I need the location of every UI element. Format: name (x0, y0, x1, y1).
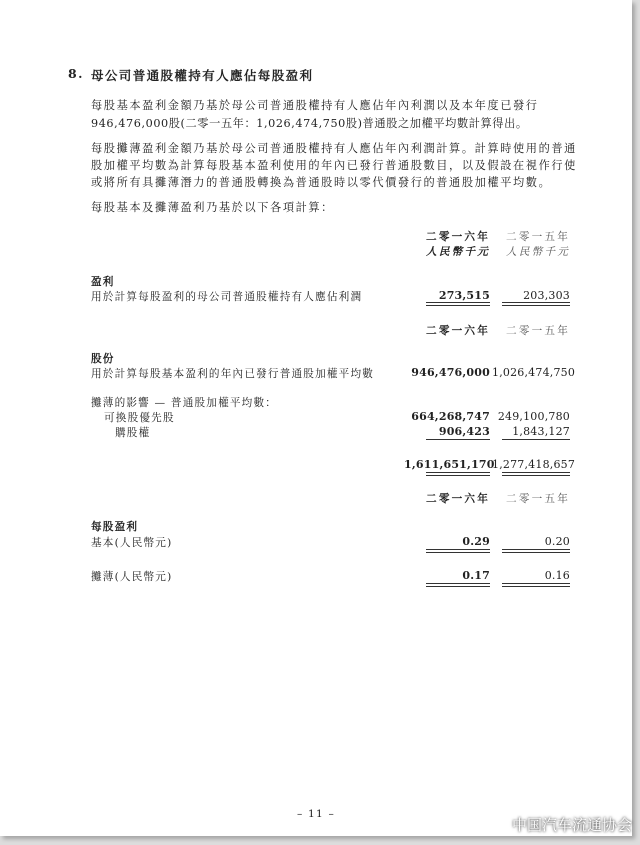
paragraph-3: 每股基本及攤薄盈利乃基於以下各項計算： (91, 201, 334, 214)
note-title: 母公司普通股權持有人應佔每股盈利 (91, 68, 314, 83)
column-header-2016-eps: 二零一六年 (426, 493, 490, 505)
shares-total-2015: 1,277,418,657 (492, 458, 576, 471)
shares-value-2015: 1,026,474,750 (492, 366, 576, 379)
total-underline-2015-a (502, 472, 570, 473)
total-underline-2015-b (502, 475, 570, 476)
shares-value-2016: 946,476,000 (411, 366, 490, 379)
paragraph-1-line-2: 946,476,000股(二零一五年：1,026,474,750股)普通股之加權平均數計算得出。 (91, 117, 528, 130)
eps-basic-2016: 0.29 (462, 535, 490, 548)
earnings-heading: 盈利 (91, 276, 115, 288)
page-number: – 11 – (296, 808, 335, 820)
unit-header-2015: 人民幣千元 (506, 246, 570, 258)
eps-basic-label: 基本(人民幣元) (91, 537, 173, 549)
paragraph-2-line-1: 每股攤薄盈利金額乃基於母公司普通股權持有人應佔年內利潤計算。計算時使用的普通 (91, 142, 577, 155)
earnings-underline-2015-b (502, 305, 570, 306)
earnings-underline-2016-b (426, 305, 490, 306)
preferred-shares-2015: 249,100,780 (497, 410, 570, 423)
share-options-2015: 1,843,127 (512, 425, 570, 438)
wechat-icon (484, 813, 506, 835)
preferred-shares-label: 可換股優先股 (104, 412, 175, 424)
basic-underline-2016-a (426, 549, 490, 550)
column-header-2015-shares: 二零一五年 (506, 325, 570, 337)
column-header-2015-eps: 二零一五年 (506, 493, 570, 505)
preferred-shares-2016: 664,268,747 (411, 410, 490, 423)
watermark (484, 813, 632, 835)
column-header-2015: 二零一五年 (506, 231, 570, 243)
total-underline-2016-a (426, 472, 490, 473)
options-underline-2016 (426, 439, 490, 440)
eps-diluted-2016: 0.17 (462, 569, 490, 582)
diluted-underline-2016-b (426, 586, 490, 587)
shares-heading: 股份 (91, 353, 115, 365)
earnings-label: 用於計算每股盈利的母公司普通股權持有人應佔利潤 (91, 291, 363, 303)
shares-label: 用於計算每股基本盈利的年內已發行普通股加權平均數 (91, 368, 375, 380)
earnings-underline-2016-a (426, 302, 490, 303)
total-underline-2016-b (426, 475, 490, 476)
paragraph-1-line-1: 每股基本盈利金額乃基於母公司普通股權持有人應佔年內利潤以及本年度已發行 (91, 99, 539, 112)
share-options-label: 購股權 (115, 427, 151, 439)
basic-underline-2015-b (502, 552, 570, 553)
eps-diluted-label: 攤薄(人民幣元) (91, 571, 173, 583)
options-underline-2015 (502, 439, 570, 440)
eps-heading: 每股盈利 (91, 521, 139, 533)
earnings-value-2015: 203,303 (523, 289, 570, 302)
paragraph-2-line-2: 股加權平均數為計算每股基本盈利使用的年內已發行普通股數目，以及假設在視作行使 (91, 159, 577, 172)
diluted-underline-2015-a (502, 583, 570, 584)
earnings-underline-2015-a (502, 302, 570, 303)
unit-header-2016: 人民幣千元 (426, 246, 490, 258)
column-header-2016-shares: 二零一六年 (426, 325, 490, 337)
paragraph-2-line-3: 或將所有具攤薄潛力的普通股轉換為普通股時以零代價發行的普通股加權平均數。 (91, 176, 552, 189)
shares-total-2016: 1,611,651,170 (404, 458, 495, 471)
basic-underline-2016-b (426, 552, 490, 553)
diluted-underline-2015-b (502, 586, 570, 587)
earnings-value-2016: 273,515 (438, 289, 490, 302)
dilution-label: 攤薄的影響 — 普通股加權平均數： (91, 397, 278, 409)
column-header-2016: 二零一六年 (426, 231, 490, 243)
watermark-text: 中国汽车流通协会 (511, 815, 632, 834)
basic-underline-2015-a (502, 549, 570, 550)
eps-diluted-2015: 0.16 (544, 569, 570, 582)
eps-basic-2015: 0.20 (544, 535, 570, 548)
note-number: 8. (68, 66, 84, 81)
diluted-underline-2016-a (426, 583, 490, 584)
share-options-2016: 906,423 (438, 425, 490, 438)
